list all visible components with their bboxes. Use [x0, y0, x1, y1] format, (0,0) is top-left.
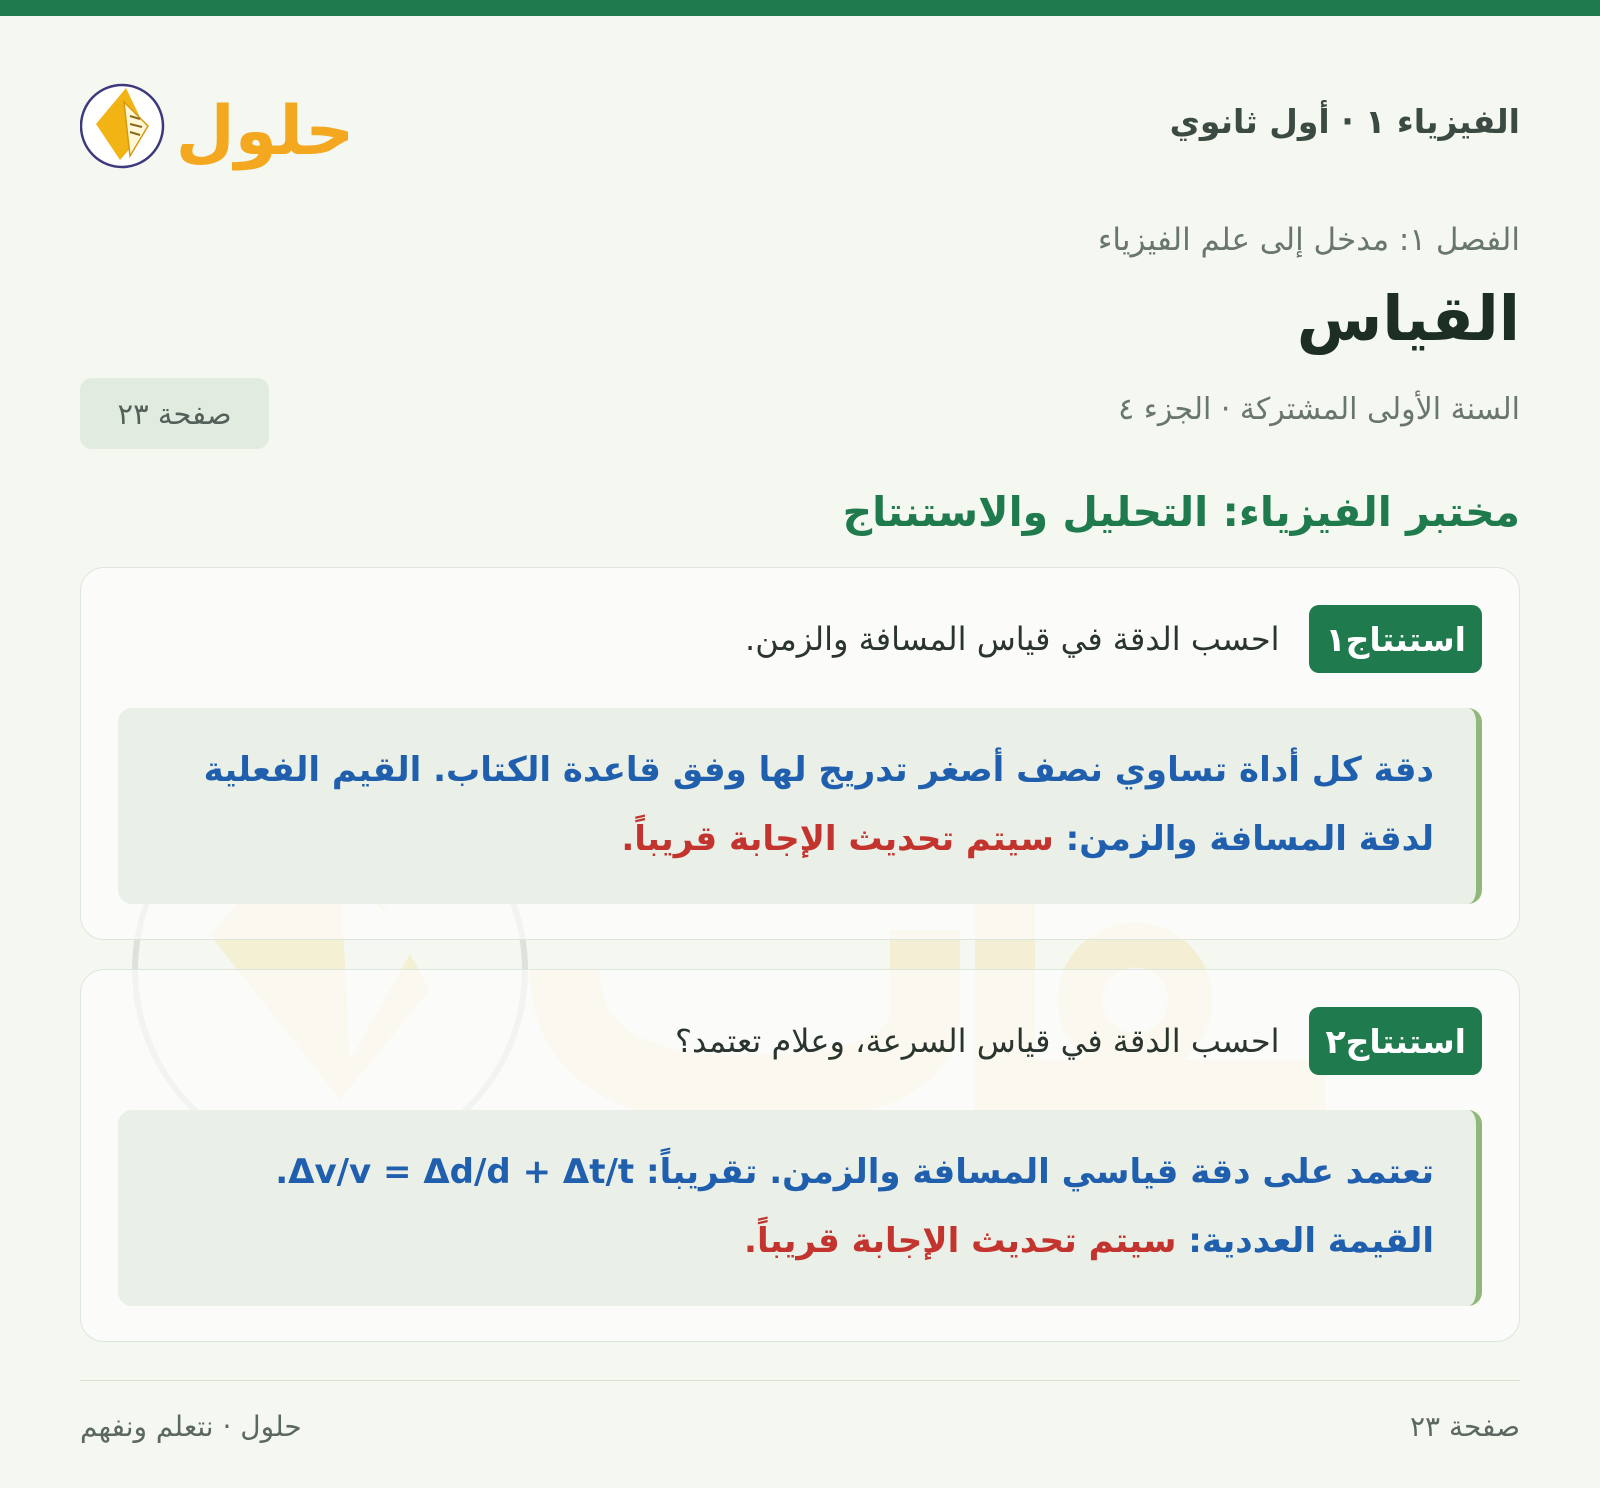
- question-badge: استنتاج٢: [1309, 1007, 1482, 1075]
- answer-text: القيمة العددية:: [1176, 1221, 1434, 1261]
- answer-line: [160, 736, 1434, 805]
- answer-box: [118, 1110, 1482, 1306]
- footer-divider: [80, 1380, 1520, 1381]
- lesson-meta: السنة الأولى المشتركة · الجزء ٤: [1118, 392, 1520, 427]
- answer-line: [160, 805, 1434, 874]
- answer-box: [118, 708, 1482, 904]
- answer-text: لدقة المسافة والزمن:: [1053, 819, 1434, 859]
- question-card: [80, 567, 1520, 940]
- page-title: القياس: [1296, 282, 1520, 355]
- hulul-logo: [80, 64, 370, 184]
- formula: Δv/v = Δd/d + Δt/t: [288, 1152, 635, 1192]
- page-header: [80, 64, 1520, 184]
- top-accent-bar: [0, 0, 1600, 16]
- page-number-pill: [80, 378, 269, 449]
- answer-text: .: [275, 1152, 289, 1192]
- question-row: [745, 605, 1482, 673]
- answer-line: [160, 1138, 1434, 1207]
- answer-line: [160, 1207, 1434, 1276]
- section-heading: مختبر الفيزياء: التحليل والاستنتاج: [842, 488, 1520, 536]
- footer-tagline: حلول · نتعلم ونفهم: [80, 1410, 302, 1443]
- page-number-label: صفحة ٢٣: [117, 396, 232, 431]
- footer-page-number: صفحة ٢٣: [1409, 1410, 1520, 1443]
- question-text: احسب الدقة في قياس السرعة، وعلام تعتمد؟: [675, 1022, 1280, 1060]
- chapter-label: الفصل ١: مدخل إلى علم الفيزياء: [1097, 222, 1520, 258]
- question-row: [675, 1007, 1482, 1075]
- answer-text: دقة كل أداة تساوي نصف أصغر تدريج لها وفق قاعدة الكتاب. القيم الفعلية: [203, 750, 1434, 790]
- question-card: [80, 969, 1520, 1342]
- question-text: احسب الدقة في قياس المسافة والزمن.: [745, 620, 1280, 658]
- question-badge: استنتاج١: [1309, 605, 1482, 673]
- pending-answer-note: سيتم تحديث الإجابة قريباً.: [621, 819, 1054, 859]
- course-title: الفيزياء ١ · أول ثانوي: [1169, 102, 1520, 141]
- pending-answer-note: سيتم تحديث الإجابة قريباً.: [744, 1221, 1177, 1261]
- answer-text: تعتمد على دقة قياسي المسافة والزمن. تقريباً:: [634, 1152, 1434, 1192]
- svg-text:حلول: حلول: [175, 92, 355, 171]
